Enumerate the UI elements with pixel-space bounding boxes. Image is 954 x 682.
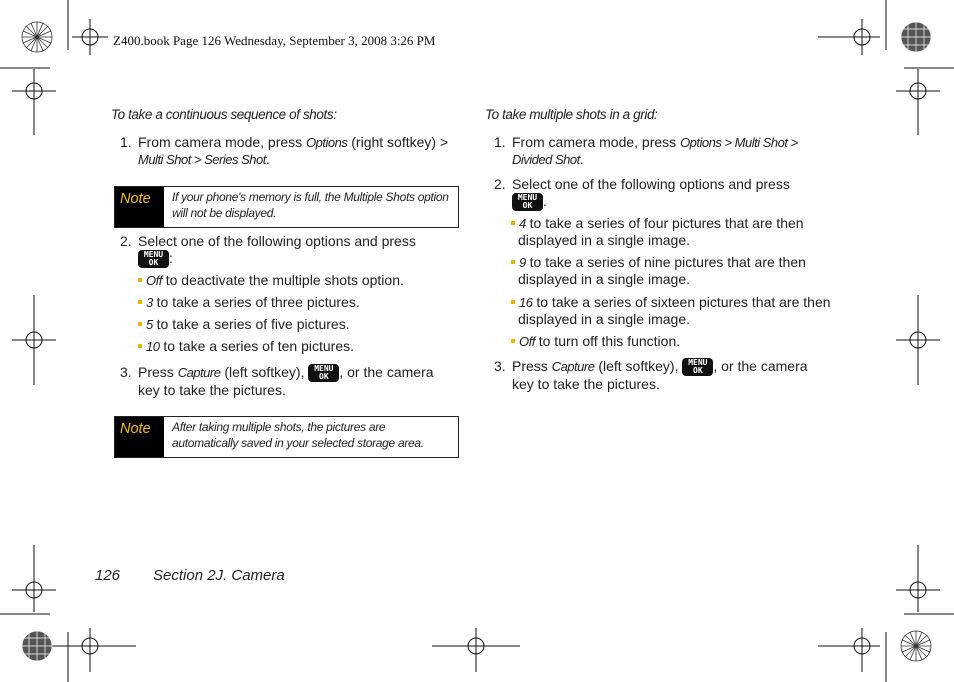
option-text: to take a series of three pictures. bbox=[152, 294, 360, 310]
step-text-part: , or the camera bbox=[713, 358, 808, 374]
menu-path: Options > Multi Shot > bbox=[680, 135, 798, 150]
step-text-part: Press bbox=[138, 364, 178, 380]
right-step-2 bbox=[494, 176, 834, 212]
option-name: 3 bbox=[146, 295, 153, 310]
right-heading: To take multiple shots in a grid: bbox=[485, 107, 658, 122]
list-item bbox=[138, 294, 360, 311]
step-number: 3. bbox=[120, 364, 132, 380]
step-text-part: (left softkey), bbox=[220, 364, 309, 380]
left-step-1 bbox=[120, 134, 460, 170]
option-text: to deactivate the multiple shots option. bbox=[161, 272, 404, 288]
step-text-part: From camera mode, press bbox=[512, 134, 681, 150]
bullet-icon bbox=[138, 344, 142, 348]
step-number: 3. bbox=[494, 358, 506, 374]
step-number: 2. bbox=[120, 233, 132, 249]
left-step-3 bbox=[120, 364, 460, 400]
bullet-icon bbox=[138, 322, 142, 326]
step-text bbox=[512, 134, 798, 168]
key-top-label: MENU bbox=[314, 364, 334, 374]
step-text bbox=[138, 233, 416, 268]
step-text-part: . bbox=[543, 193, 547, 209]
key-top-label: MENU bbox=[517, 193, 538, 203]
softkey-name: Capture bbox=[177, 365, 221, 380]
page-header: Z400.book Page 126 Wednesday, September 3, 2008 3:26 PM bbox=[113, 33, 436, 48]
bullet-icon bbox=[138, 300, 142, 304]
page-number: 126 bbox=[95, 567, 121, 584]
option-name: 5 bbox=[146, 317, 153, 332]
list-item bbox=[138, 338, 354, 355]
step-text bbox=[512, 176, 790, 211]
option-text: to take a series of five pictures. bbox=[152, 316, 350, 332]
bullet-icon bbox=[511, 221, 515, 225]
right-step-3 bbox=[494, 358, 834, 394]
step-text-part: . bbox=[579, 151, 584, 167]
right-step-1 bbox=[494, 134, 834, 170]
step-text-part: Select one of the following options and press bbox=[138, 233, 416, 249]
bullet-icon bbox=[511, 300, 515, 304]
step-number: 1. bbox=[120, 134, 132, 150]
list-item bbox=[138, 272, 404, 289]
left-step-2 bbox=[120, 233, 460, 269]
key-bottom-label: OK bbox=[522, 201, 533, 211]
step-text-part: (right softkey) > bbox=[347, 134, 449, 150]
option-text: to take a series of four pictures that are then bbox=[525, 215, 804, 231]
bullet-icon bbox=[138, 278, 142, 282]
menu-ok-key-icon bbox=[308, 364, 339, 382]
left-heading: To take a continuous sequence of shots: bbox=[111, 107, 337, 122]
menu-ok-key-icon bbox=[512, 193, 543, 211]
step-text-part: (left softkey), bbox=[594, 358, 683, 374]
key-bottom-label: OK bbox=[148, 258, 159, 268]
step-text-part: : bbox=[169, 250, 173, 266]
menu-path: Multi Shot > Series Shot bbox=[138, 152, 266, 167]
menu-path: Divided Shot bbox=[512, 152, 580, 167]
step-number: 2. bbox=[494, 176, 506, 192]
step-text-part: Press bbox=[512, 358, 552, 374]
option-name: Off bbox=[519, 334, 535, 349]
step-text-part: From camera mode, press bbox=[138, 134, 307, 150]
menu-path: Options bbox=[306, 135, 348, 150]
step-text-part: key to take the pictures. bbox=[512, 376, 660, 393]
note-box bbox=[114, 186, 459, 228]
menu-ok-key-icon bbox=[682, 358, 713, 376]
list-item bbox=[511, 254, 806, 288]
option-text: displayed in a single image. bbox=[518, 232, 690, 248]
option-name: 4 bbox=[519, 216, 526, 231]
option-text: to take a series of ten pictures. bbox=[159, 338, 355, 354]
option-text: to turn off this function. bbox=[534, 333, 681, 349]
menu-ok-key-icon bbox=[138, 250, 169, 268]
option-text: to take a series of sixteen pictures that are then bbox=[532, 294, 831, 310]
step-number: 1. bbox=[494, 134, 506, 150]
option-name: 10 bbox=[146, 339, 160, 354]
step-text-part: , or the camera bbox=[339, 364, 434, 380]
option-name: 9 bbox=[519, 255, 526, 270]
option-text: displayed in a single image. bbox=[518, 311, 690, 327]
note-text: If your phone's memory is full, the Multiple Shots option will not be displayed. bbox=[172, 190, 449, 220]
note-label: Note bbox=[115, 187, 164, 227]
note-label: Note bbox=[115, 417, 164, 457]
step-text bbox=[138, 134, 448, 168]
step-text-part: key to take the pictures. bbox=[138, 382, 286, 399]
key-bottom-label: OK bbox=[693, 366, 703, 376]
bullet-icon bbox=[511, 339, 515, 343]
list-item bbox=[511, 215, 804, 249]
step-text-part: Select one of the following options and press bbox=[512, 176, 790, 192]
step-text bbox=[138, 364, 434, 399]
list-item bbox=[138, 316, 350, 333]
option-text: displayed in a single image. bbox=[518, 271, 690, 287]
list-item bbox=[511, 294, 831, 328]
list-item bbox=[511, 333, 680, 350]
key-top-label: MENU bbox=[688, 358, 708, 368]
section-title: Section 2J. Camera bbox=[153, 567, 285, 584]
bullet-icon bbox=[511, 260, 515, 264]
step-text-part: . bbox=[265, 151, 270, 167]
key-top-label: MENU bbox=[143, 250, 164, 260]
note-text: After taking multiple shots, the pictures are automatically saved in your selected storage area. bbox=[172, 420, 424, 450]
option-name: 16 bbox=[519, 295, 533, 310]
option-text: to take a series of nine pictures that are then bbox=[525, 254, 806, 270]
key-bottom-label: OK bbox=[319, 372, 329, 382]
step-text bbox=[512, 358, 808, 393]
option-name: Off bbox=[146, 273, 162, 288]
note-box bbox=[114, 416, 459, 458]
softkey-name: Capture bbox=[551, 359, 595, 374]
